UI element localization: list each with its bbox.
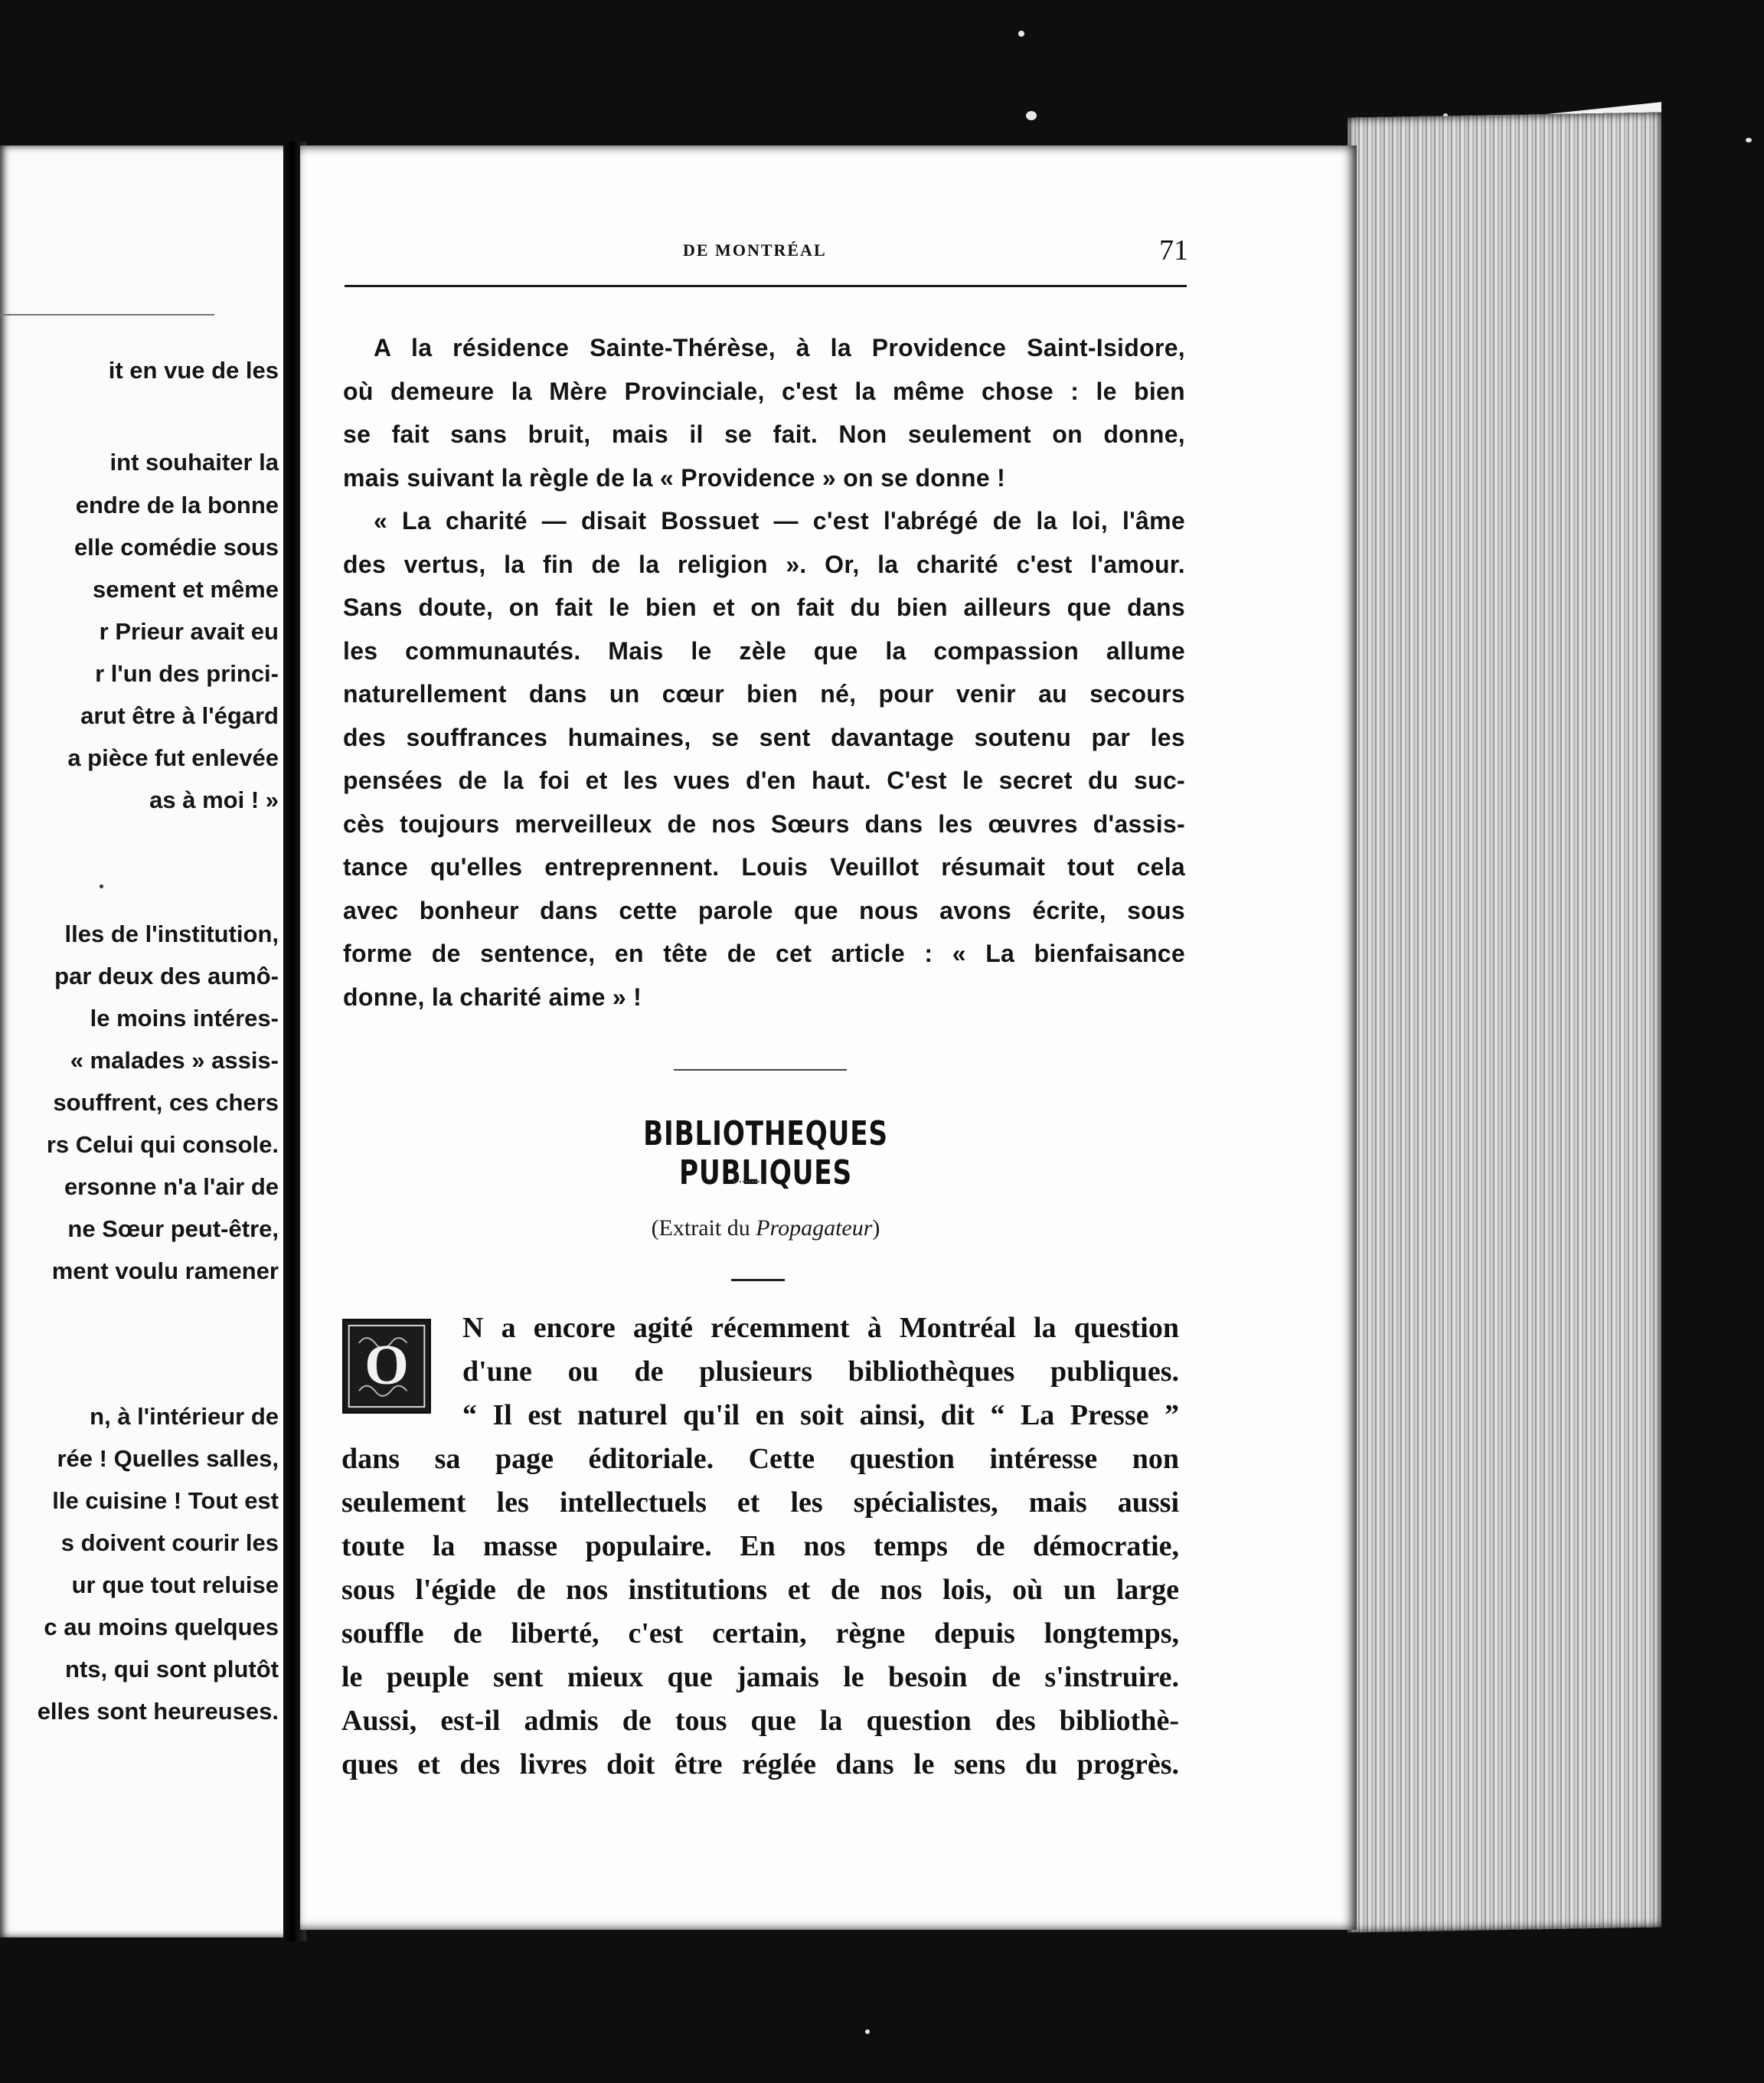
- section-line: Aussi, est-il admis de tous que la question des bibliothè-: [341, 1705, 1179, 1737]
- paragraph-line: se fait sans bruit, mais il se fait. Non seulement on donne,: [343, 420, 1185, 448]
- paragraph-line: donne, la charité aime » !: [343, 983, 642, 1011]
- source-suffix: ): [872, 1215, 880, 1241]
- left-page-line: elles sont heureuses.: [37, 1698, 279, 1725]
- title-ornament: [733, 1181, 763, 1184]
- left-page-rule: [0, 314, 214, 316]
- left-page-line: ment voulu ramener: [51, 1257, 279, 1284]
- paragraph-line: naturellement dans un cœur bien né, pour venir au secours: [343, 680, 1185, 708]
- left-page-line: elle comédie sous: [74, 534, 279, 561]
- left-page-line: « malades » assis-: [70, 1047, 279, 1074]
- short-rule: [731, 1279, 785, 1281]
- book-page-edges: [1348, 112, 1661, 1932]
- paragraph-line: A la résidence Sainte-Thérèse, à la Providence Saint-Isidore,: [374, 334, 1185, 361]
- left-page-line: ne Sœur peut-être,: [67, 1215, 279, 1242]
- left-page-line: it en vue de les: [108, 357, 279, 384]
- left-page-line: lles de l'institution,: [64, 921, 279, 947]
- left-page-line: n, à l'intérieur de: [90, 1403, 279, 1430]
- section-separator: [674, 1069, 847, 1071]
- section-line: seulement les intellectuels et les spécialistes, mais aussi: [341, 1486, 1179, 1519]
- section-line: toute la masse populaire. En nos temps de démocratie,: [341, 1530, 1179, 1562]
- running-head: DE MONTRÉAL: [683, 240, 827, 260]
- page-number: 71: [1159, 234, 1188, 267]
- left-page-line: lle cuisine ! Tout est: [52, 1487, 279, 1514]
- left-page-line: arut être à l'égard: [80, 702, 279, 729]
- left-page-line: sement et même: [93, 576, 279, 603]
- paragraph-line: pensées de la foi et les vues d'en haut. C'est le secret du suc-: [343, 767, 1185, 794]
- left-page-line: rée ! Quelles salles,: [57, 1445, 279, 1472]
- dust-speck: [1026, 111, 1037, 120]
- source-line: [536, 1215, 995, 1241]
- left-page-line: endre de la bonne: [75, 492, 279, 518]
- left-page-line: nts, qui sont plutôt: [65, 1656, 279, 1682]
- left-page-line: c au moins quelques: [44, 1614, 279, 1640]
- drop-cap-letter: O: [364, 1333, 409, 1396]
- drop-cap-ornament-icon: [345, 1321, 429, 1411]
- paragraph-line: les communautés. Mais le zèle que la compassion allume: [343, 636, 1185, 665]
- left-page-line: souffrent, ces chers: [53, 1089, 279, 1116]
- left-page-line: as à moi ! »: [149, 786, 279, 813]
- left-page-line: par deux des aumô-: [54, 963, 279, 989]
- left-page-line: rs Celui qui console.: [46, 1131, 279, 1158]
- section-line: sous l'égide de nos institutions et de nos lois, où un large: [341, 1574, 1179, 1606]
- left-page-line: a pièce fut enlevée: [67, 744, 279, 771]
- paragraph-line: mais suivant la règle de la « Providence » on se donne !: [343, 463, 1006, 492]
- left-page-line: int souhaiter la: [109, 449, 279, 476]
- left-page: [0, 146, 289, 1937]
- header-rule: [345, 285, 1187, 287]
- left-page-line: ersonne n'a l'air de: [64, 1173, 279, 1200]
- left-page-line: r l'un des princi-: [95, 660, 279, 687]
- section-line: “ Il est naturel qu'il en soit ainsi, dit “ La Presse ”: [462, 1399, 1179, 1431]
- left-page-line: ur que tout reluise: [71, 1571, 279, 1598]
- ornamental-drop-cap: [342, 1319, 431, 1414]
- dust-speck: [1746, 138, 1752, 142]
- dust-speck: [1018, 31, 1024, 37]
- paragraph-line: avec bonheur dans cette parole que nous avons écrite, sous: [343, 896, 1185, 924]
- paragraph-line: des vertus, la fin de la religion ». Or, la charité c'est l'amour.: [343, 550, 1185, 578]
- paragraph-line: où demeure la Mère Provinciale, c'est la même chose : le bien: [343, 377, 1185, 405]
- source-name: Propagateur: [756, 1215, 873, 1241]
- left-page-line: s doivent courir les: [60, 1529, 279, 1556]
- source-prefix: (Extrait du: [651, 1215, 756, 1241]
- paragraph-line: cès toujours merveilleux de nos Sœurs dans les œuvres d'assis-: [343, 809, 1185, 838]
- left-page-line: r Prieur avait eu: [99, 618, 279, 645]
- paragraph-line: Sans doute, on fait le bien et on fait du bien ailleurs que dans: [343, 594, 1185, 621]
- section-title: BIBLIOTHEQUES PUBLIQUES: [643, 1114, 888, 1192]
- section-line: d'une ou de plusieurs bibliothèques publiques.: [462, 1355, 1179, 1388]
- dust-speck: [865, 2029, 870, 2034]
- paragraph-line: des souffrances humaines, se sent davantage soutenu par les: [343, 723, 1185, 751]
- left-page-mark: [100, 885, 103, 888]
- section-line: N a encore agité récemment à Montréal la question: [462, 1312, 1179, 1344]
- paragraph-line: tance qu'elles entreprennent. Louis Veuillot résumait tout cela: [343, 853, 1185, 881]
- paragraph-line: « La charité — disait Bossuet — c'est l'abrégé de la loi, l'âme: [374, 507, 1185, 535]
- paragraph-line: forme de sentence, en tête de cet article : « La bienfaisance: [343, 940, 1185, 967]
- section-line: ques et des livres doit être réglée dans le sens du progrès.: [341, 1748, 1179, 1781]
- section-line: le peuple sent mieux que jamais le besoin de s'instruire.: [341, 1661, 1179, 1693]
- left-page-line: le moins intéres-: [90, 1005, 279, 1032]
- section-line: dans sa page éditoriale. Cette question intéresse non: [341, 1443, 1179, 1475]
- section-line: souffle de liberté, c'est certain, règne depuis longtemps,: [341, 1617, 1179, 1650]
